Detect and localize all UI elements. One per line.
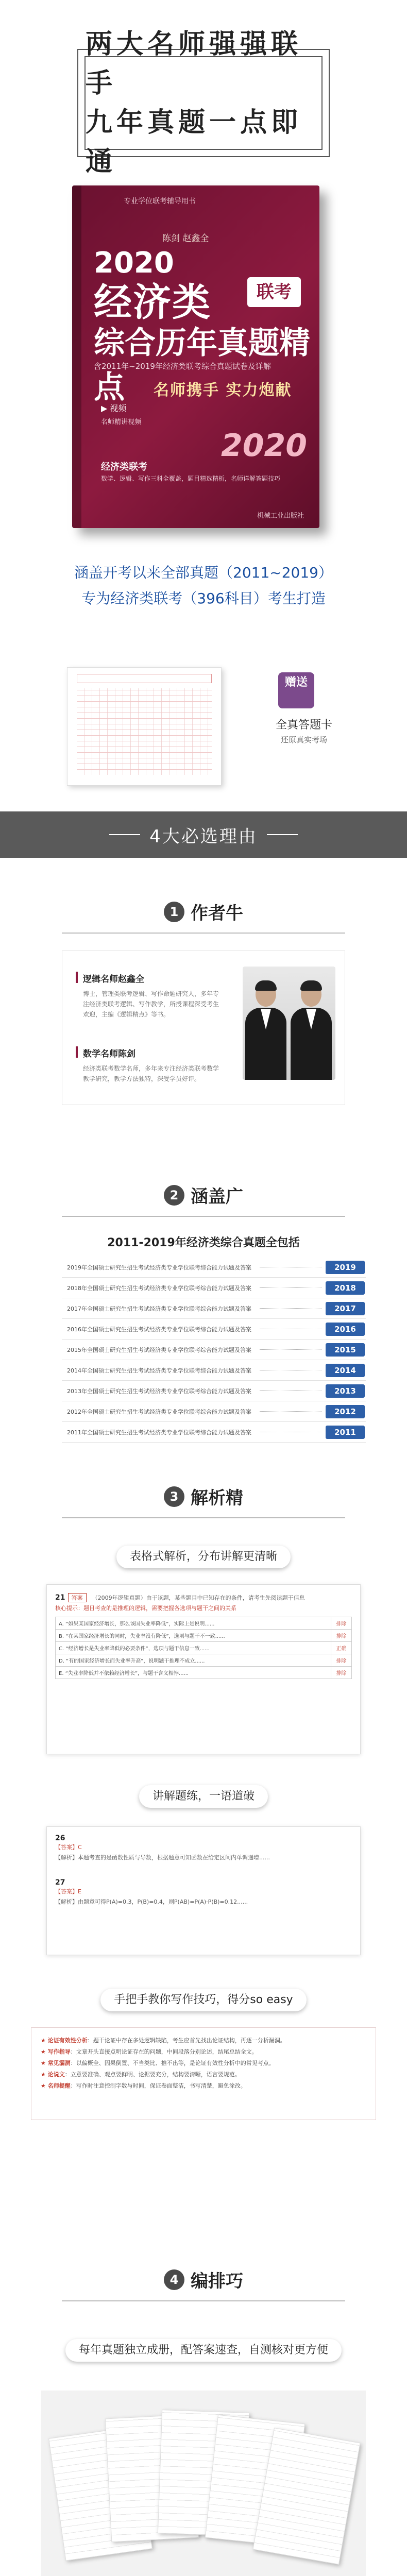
- hero-caption-1: 涵盖开考以来全部真题（2011~2019）: [74, 564, 333, 581]
- years-list: [62, 1257, 366, 1443]
- teacher-desc: 经济类联考数学名师，多年来专注经济类联考数学教学研究，教学方法独特，深受学员好评。: [83, 1065, 219, 1082]
- teacher-name: 数学名师陈剑: [83, 1049, 135, 1059]
- teacher-zhao: [83, 972, 222, 1020]
- year-row-text: 2017年全国硕士研究生招生考试经济类专业学位联考综合能力试题及答案: [67, 1305, 251, 1312]
- tip-line: ★ 写作指导：文章开头直接点明论证存在的问题，中间段落分别论述，结尾总结全文。: [41, 2048, 258, 2055]
- row-text: B. “在某国家经济增长的同时，失业率没有降低”，选项与题干不一致......: [56, 1630, 331, 1642]
- tip-line: ★ 名师提醒：写作时注意控制字数与时间，保证卷面整洁，书写清楚，避免涂改。: [41, 2082, 246, 2089]
- year-row-text: 2011年全国硕士研究生招生考试经济类专业学位联考综合能力试题及答案: [67, 1429, 251, 1436]
- hero-section: [0, 0, 407, 657]
- section-number: 3: [164, 1486, 184, 1507]
- analysis-table: [55, 1617, 352, 1679]
- sample-q26-q27: [46, 1826, 361, 1955]
- year-badge: 2015: [326, 1343, 365, 1357]
- section-head-layout: [0, 2267, 407, 2292]
- year-row-text: 2015年全国硕士研究生招生考试经济类专业学位联考综合能力试题及答案: [67, 1346, 251, 1353]
- year-row: [62, 1381, 366, 1401]
- cover-subtitle: 综合历年真题精点: [94, 325, 310, 405]
- sample-q21: [46, 1584, 361, 1754]
- slogan-line-2: 九年真题一点即通: [86, 107, 302, 177]
- teacher-desc: 博士，管理类联考逻辑、写作命题研究人，多年专注经济类联考逻辑、写作教学，所授课程深受考生欢迎，主编《逻辑精点》等书。: [83, 990, 219, 1018]
- question-text: （2009年逻辑真题）由于该题，某些题目中已知存在的条件，请考生先阅读题干信息: [92, 1595, 305, 1601]
- section-number: 1: [164, 902, 184, 922]
- year-badge: 2019: [326, 1261, 365, 1274]
- analysis-line: 【解析】由题意可得P(A)=0.3，P(B)=0.4，则P(AB)=P(A)·P(B)=0.12......: [55, 1899, 248, 1905]
- years-title: 2011-2019年经济类综合真题全包括: [107, 1236, 300, 1249]
- gift-title: 全真答题卡: [275, 719, 332, 732]
- section-number: 4: [164, 2269, 184, 2290]
- feature-pill-table: 表格式解析，分布讲解更清晰: [0, 1546, 407, 1568]
- teacher-figure: [288, 982, 334, 1080]
- year-row: [62, 1278, 366, 1298]
- row-text: C. “经济增长是失业率降低的必要条件”，选项与题干信息一致......: [56, 1642, 331, 1654]
- teacher-name: 逻辑名师赵鑫全: [83, 974, 144, 985]
- year-row-text: 2012年全国硕士研究生招生考试经济类专业学位联考综合能力试题及答案: [67, 1408, 251, 1415]
- teacher-chen: [83, 1046, 222, 1084]
- year-badge: 2014: [326, 1364, 365, 1377]
- section-label: 作者牛: [191, 903, 243, 924]
- answer-line: 【答案】C: [55, 1844, 82, 1851]
- year-row: [62, 1360, 366, 1381]
- year-row: [62, 1340, 366, 1360]
- tip-line: ★ 论说文：立意要准确、观点要鲜明、论据要充分，结构要清晰，语言要规范。: [41, 2071, 241, 2078]
- cover-video-note: 名师精讲视频: [101, 418, 142, 426]
- band-title: 4大必选理由: [149, 826, 258, 847]
- table-row: [56, 1642, 352, 1654]
- table-row: [56, 1617, 352, 1630]
- gift-subtitle: 还原真实考场: [280, 735, 327, 744]
- year-row-text: 2013年全国硕士研究生招生考试经济类专业学位联考综合能力试题及答案: [67, 1387, 251, 1395]
- analysis-line: 【解析】本题考查的是函数性质与导数，根据题意可知函数在给定区间内单调递增......: [55, 1854, 270, 1861]
- cover-authors: 陈剑 赵鑫全: [162, 233, 209, 244]
- teachers-card: [62, 951, 345, 1105]
- section-head-authors: [0, 899, 407, 924]
- year-row-text: 2019年全国硕士研究生招生考试经济类专业学位联考综合能力试题及答案: [67, 1264, 251, 1271]
- reasons-band: [0, 811, 407, 858]
- row-mark: 排除: [331, 1667, 352, 1679]
- section-number: 2: [164, 1185, 184, 1206]
- writing-tips: [31, 2027, 376, 2120]
- question-hint: 核心提示：题目考查的是推理的逻辑，需要把握各选项与题干之间的关系: [55, 1605, 236, 1612]
- answer-line: 【答案】E: [55, 1888, 81, 1895]
- row-mark: 排除: [331, 1617, 352, 1630]
- row-text: D. “有的国家经济增长而失业率升高”，说明题干推理不成立......: [56, 1654, 331, 1667]
- slogan-line-1: 两大名师强强联手: [86, 28, 302, 99]
- slogan-box: [77, 28, 330, 177]
- gift-badge: 赠送: [278, 672, 314, 708]
- cover-big-year: 2020: [221, 428, 307, 464]
- year-row-text: 2014年全国硕士研究生招生考试经济类专业学位联考综合能力试题及答案: [67, 1367, 251, 1374]
- section-head-coverage: [0, 1182, 407, 1208]
- row-text: E. “失业率降低并不依赖经济增长”，与题干含义相悖......: [56, 1667, 331, 1679]
- teachers-photo: [243, 967, 335, 1080]
- answer-card-section: [0, 657, 407, 811]
- year-row-text: 2018年全国硕士研究生招生考试经济类专业学位联考综合能力试题及答案: [67, 1284, 251, 1292]
- feature-pill-booklets: 每年真题独立成册，配答案速查，自测核对更方便: [0, 2339, 407, 2362]
- year-badge: 2012: [326, 1405, 365, 1418]
- cover-video-badge: ▶ 视频: [101, 403, 127, 413]
- section-label: 涵盖广: [191, 1187, 243, 1207]
- year-row: [62, 1257, 366, 1278]
- table-row: [56, 1667, 352, 1679]
- teacher-figure: [243, 982, 289, 1080]
- feature-pill-practice: 讲解题练，一语道破: [0, 1785, 407, 1808]
- cover-year: 2020: [94, 246, 174, 280]
- answer-tag: 答案: [68, 1593, 87, 1602]
- cover-note-body: 数学、逻辑、写作三科全覆盖，题目精选精析，名师详解答题技巧: [101, 475, 281, 482]
- cover-series: 专业学位联考辅导用书: [124, 197, 196, 206]
- book-cover: [72, 185, 319, 528]
- cover-desc: 含2011年~2019年经济类联考综合真题试卷及详解: [94, 362, 271, 371]
- year-row: [62, 1319, 366, 1340]
- table-row: [56, 1630, 352, 1642]
- cover-publisher: 机械工业出版社: [257, 512, 304, 520]
- feature-pill-writing: 手把手教你写作技巧，得分so easy: [0, 1989, 407, 2011]
- row-mark: 正确: [331, 1642, 352, 1654]
- year-badge: 2017: [326, 1302, 365, 1315]
- section-label: 解析精: [191, 1488, 243, 1509]
- question-number: 27: [55, 1878, 65, 1887]
- year-row: [62, 1401, 366, 1422]
- year-badge: 2016: [326, 1323, 365, 1336]
- cover-motto: 名师携手 实力炮献: [154, 381, 292, 399]
- tip-line: ★ 论证有效性分析：题干论证中存在多处逻辑缺陷，考生应首先找出论证结构，再逐一分析漏洞。: [41, 2037, 286, 2044]
- year-row-text: 2016年全国硕士研究生招生考试经济类专业学位联考综合能力试题及答案: [67, 1326, 251, 1333]
- row-mark: 排除: [331, 1654, 352, 1667]
- section-head-analysis: [0, 1484, 407, 1509]
- cover-note-title: 经济类联考: [101, 462, 147, 472]
- tip-line: ★ 常见漏洞：以偏概全、因果倒置、不当类比、推不出等，是论证有效性分析中的常见考点。: [41, 2060, 275, 2066]
- row-text: A. “如果某国家经济增长，那么该国失业率降低”，实际上是说明......: [56, 1617, 331, 1630]
- question-number: 26: [55, 1834, 65, 1842]
- cover-tag: 联考: [247, 277, 301, 307]
- answer-sheet-image: [67, 667, 222, 786]
- section-label: 编排巧: [191, 2271, 243, 2292]
- hero-caption-2: 专为经济类联考（396科目）考生打造: [81, 590, 326, 607]
- table-row: [56, 1654, 352, 1667]
- row-mark: 排除: [331, 1630, 352, 1642]
- question-number: 21: [55, 1594, 65, 1602]
- booklets-image: [41, 2391, 366, 2576]
- year-badge: 2013: [326, 1384, 365, 1398]
- year-row: [62, 1298, 366, 1319]
- cover-name: 经济类: [94, 280, 211, 325]
- year-badge: 2018: [326, 1281, 365, 1295]
- year-row: [62, 1422, 366, 1443]
- year-badge: 2011: [326, 1426, 365, 1439]
